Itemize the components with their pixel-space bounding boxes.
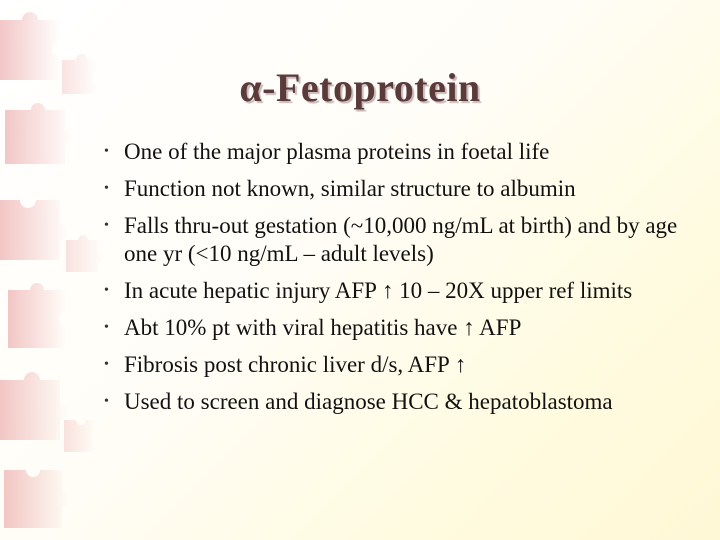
- bullet-dot: •: [104, 357, 109, 372]
- slide-title-text: -Fetoprotein: [262, 65, 481, 110]
- bullet-dot: •: [104, 181, 109, 196]
- bullet-dot: •: [104, 283, 109, 298]
- bullet-text: Abt 10% pt with viral hepatitis have ↑ AFP: [124, 315, 522, 340]
- bullet-dot: •: [104, 320, 109, 335]
- bullet-dot: •: [104, 218, 109, 233]
- bullet-item: [104, 138, 704, 166]
- bullet-item: [104, 314, 704, 342]
- alpha-symbol: α: [239, 65, 263, 110]
- bullet-text: One of the major plasma proteins in foetal life: [124, 139, 550, 164]
- bullet-item: [104, 388, 704, 416]
- bullet-text: Used to screen and diagnose HCC & hepatoblastoma: [124, 389, 613, 414]
- bullet-text: Falls thru-out gestation (~10,000 ng/mL at birth) and by age one yr (<10 ng/mL – adult levels): [124, 213, 678, 266]
- slide-title: [0, 64, 720, 111]
- bullet-list: [104, 138, 704, 425]
- bullet-text: In acute hepatic injury AFP ↑ 10 – 20X upper ref limits: [124, 278, 633, 303]
- bullet-item: [104, 175, 704, 203]
- bullet-item: [104, 212, 704, 268]
- bullet-text: Fibrosis post chronic liver d/s, AFP ↑: [124, 352, 467, 377]
- bullet-item: [104, 277, 704, 305]
- bullet-text: Function not known, similar structure to albumin: [124, 176, 576, 201]
- bullet-item: [104, 351, 704, 379]
- bullet-dot: •: [104, 394, 109, 409]
- bullet-dot: •: [104, 144, 109, 159]
